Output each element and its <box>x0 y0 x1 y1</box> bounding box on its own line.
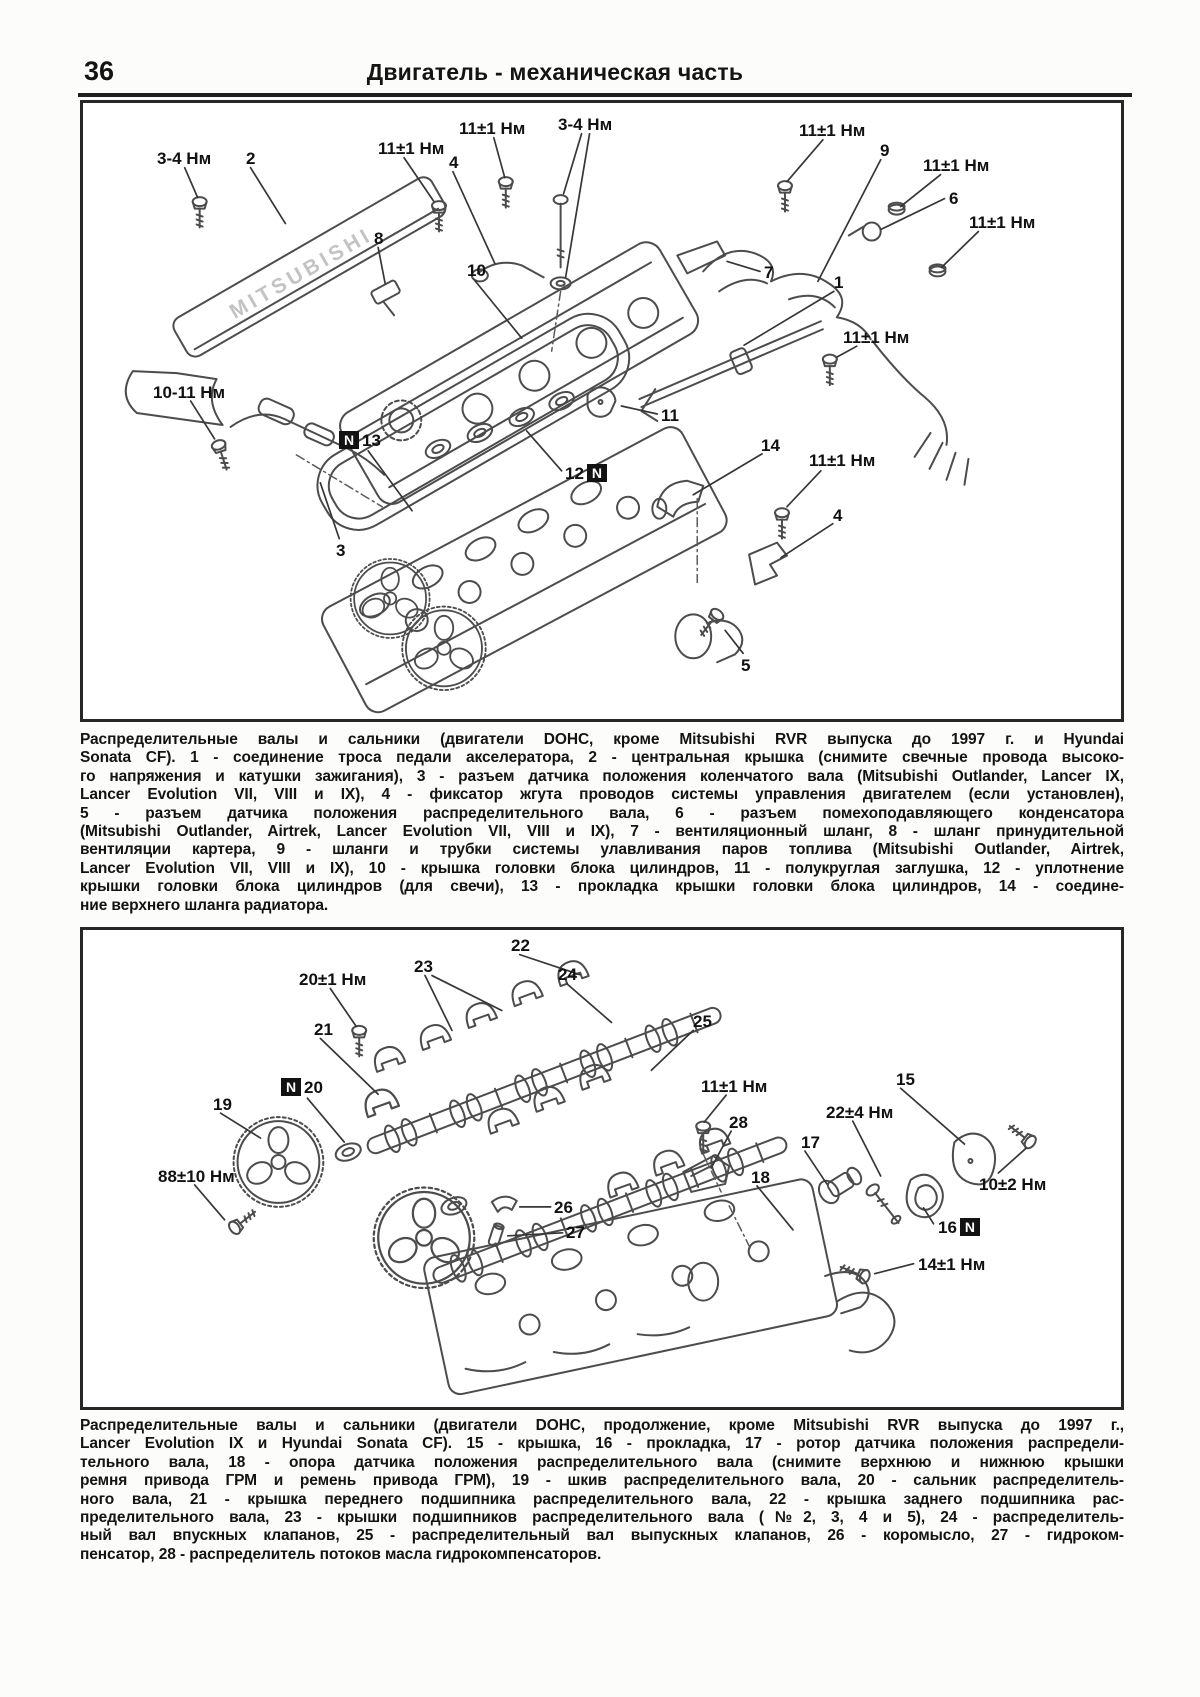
caption-line: Lancer Evolution VII, VIII и IX), 10 - крышка головки блока цилиндров, 11 - полукруглая заглушка, 12 - уплотнение <box>80 859 1124 877</box>
torque-label: 10±2 Нм <box>979 1175 1047 1194</box>
caption-line: Lancer Evolution IX и Hyundai Sonata CF). 15 - крышка, 16 - прокладка, 17 - ротор датчика положения распредели- <box>80 1435 1124 1453</box>
part-callout: 8 <box>374 229 384 248</box>
sealant-n-marker: N <box>281 1078 301 1096</box>
header-rule <box>78 93 1132 97</box>
torque-label: 3-4 Нм <box>558 115 613 134</box>
part-callout: 18 <box>751 1168 770 1187</box>
page-title: Двигатель - механическая часть <box>366 59 744 85</box>
caption-line: Sonata CF). 1 - соединение троса педали акселератора, 2 - центральная крышка (снимите свечные провода высоко- <box>80 749 1124 767</box>
torque-label: 11±1 Нм <box>923 156 990 175</box>
part-callout: 9 <box>880 141 890 160</box>
part-callout: 1 <box>834 273 844 292</box>
torque-label: 10-11 Нм <box>153 383 226 402</box>
part-callout: 11 <box>661 406 679 425</box>
page-number: 36 <box>84 56 115 86</box>
caption-line: ние верхнего шланга радиатора. <box>80 896 329 914</box>
torque-label: 3-4 Нм <box>157 149 212 168</box>
caption-line: Распределительные валы и сальники (двигатели DOHC, продолжение, кроме Mitsubishi RVR выпуска до 1997 г., <box>80 1417 1124 1434</box>
torque-label: 14±1 Нм <box>918 1255 986 1274</box>
figure1-caption <box>80 731 1124 915</box>
part-callout: 28 <box>729 1113 748 1132</box>
part-number: 13 <box>362 431 381 450</box>
part-callout: 7 <box>764 263 774 282</box>
part-callout <box>281 1078 323 1097</box>
caption-line: ного вала, 21 - крышка переднего подшипника распределительного вала, 22 - крышка заднего подшипника рас- <box>80 1490 1124 1508</box>
figure1-illustration <box>83 103 1121 719</box>
torque-label: 11±1 Нм <box>969 213 1036 232</box>
part-callout: 27 <box>566 1223 585 1242</box>
part-callout: 17 <box>801 1133 820 1152</box>
part-callout: 14 <box>761 436 780 455</box>
caption-line: 5 - разъем датчика положения распределительного вала, 6 - разъем помехоподавляющего конденсатора <box>80 804 1124 822</box>
torque-label: 11±1 Нм <box>809 451 876 470</box>
figure2-illustration <box>83 930 1121 1407</box>
part-callout: 23 <box>414 957 433 976</box>
caption-line: ный вал впускных клапанов, 25 - распределительный вал выпускных клапанов, 26 - коромысло, 27 - гидроком- <box>80 1527 1124 1545</box>
cover-lettering: MITSUBISHI <box>225 223 377 324</box>
torque-label: 11±1 Нм <box>701 1077 768 1096</box>
sealant-n-marker: N <box>339 431 359 449</box>
torque-label: 11±1 Нм <box>459 119 526 138</box>
caption-line: (Mitsubishi Outlander, Airtrek, Lancer Evolution VII, VIII и IX), 7 - вентиляционный шланг, 8 - шланг принудительной <box>80 822 1124 840</box>
caption-line: пенсатор, 28 - распределитель потоков масла гидрокомпенсаторов. <box>80 1545 602 1563</box>
torque-label: 22±4 Нм <box>826 1103 894 1122</box>
part-number: 20 <box>304 1078 323 1097</box>
part-callout: 24 <box>558 965 577 984</box>
part-callout: 22 <box>511 936 530 955</box>
part-number: 12 <box>565 464 584 483</box>
caption-line: пределительного вала, 23 - крышки подшипников распределительного вала (№2, 3, 4 и 5), 24 - распределитель- <box>80 1508 1124 1526</box>
part-callout: 10 <box>467 261 486 280</box>
caption-line: го напряжения и катушки зажигания), 3 - разъем датчика положения коленчатого вала (Mitsubishi Outlander, Lancer IX, <box>80 767 1124 785</box>
caption-line: Lancer Evolution VII, VIII и IX), 4 - фиксатор жгута проводов системы управления двигателем (если установлен), <box>80 786 1124 804</box>
caption-line: Распределительные валы и сальники (двигатели DOHC, кроме Mitsubishi RVR выпуска до 1997 г. и Hyundai <box>80 731 1124 748</box>
part-callout: 19 <box>213 1095 232 1114</box>
torque-label: 20±1 Нм <box>299 970 367 989</box>
part-callout: 4 <box>449 153 459 172</box>
part-callout: 26 <box>554 1198 573 1217</box>
figure2-caption <box>80 1417 1124 1564</box>
part-number: 16 <box>938 1218 957 1237</box>
part-callout: 15 <box>896 1070 915 1089</box>
part-callout: 3 <box>336 541 346 560</box>
sealant-n-marker: N <box>960 1218 980 1236</box>
torque-label: 11±1 Нм <box>843 328 910 347</box>
caption-line: тельного вала, 18 - опора датчика положения распределительного вала (снимите верхнюю и нижнюю крышки <box>80 1453 1124 1471</box>
caption-line: крышки головки блока цилиндров (для свечи), 13 - прокладка крышки головки блока цилиндров, 14 - соедине- <box>80 878 1124 896</box>
part-callout: 6 <box>949 189 959 208</box>
torque-label: 11±1 Нм <box>378 139 445 158</box>
part-callout: 2 <box>246 149 256 168</box>
caption-line: ремня привода ГРМ и ремень привода ГРМ), 19 - шкив распределительного вала, 20 - сальник распределитель- <box>80 1472 1124 1490</box>
caption-line: вентиляции картера, 9 - шланги и трубки системы улавливания паров топлива (Mitsubishi Outlander, Airtrek, <box>80 841 1124 859</box>
part-callout: 21 <box>314 1020 333 1039</box>
part-callout: 25 <box>693 1012 712 1031</box>
sealant-n-marker: N <box>587 464 607 482</box>
figure1-box <box>80 100 1124 722</box>
part-callout: 4 <box>833 506 843 525</box>
part-callout <box>938 1218 980 1237</box>
part-callout: 5 <box>741 656 751 675</box>
figure2-box <box>80 927 1124 1410</box>
torque-label: 88±10 Нм <box>158 1167 235 1186</box>
part-callout <box>565 464 607 483</box>
part-callout <box>339 431 381 450</box>
torque-label: 11±1 Нм <box>799 121 866 140</box>
